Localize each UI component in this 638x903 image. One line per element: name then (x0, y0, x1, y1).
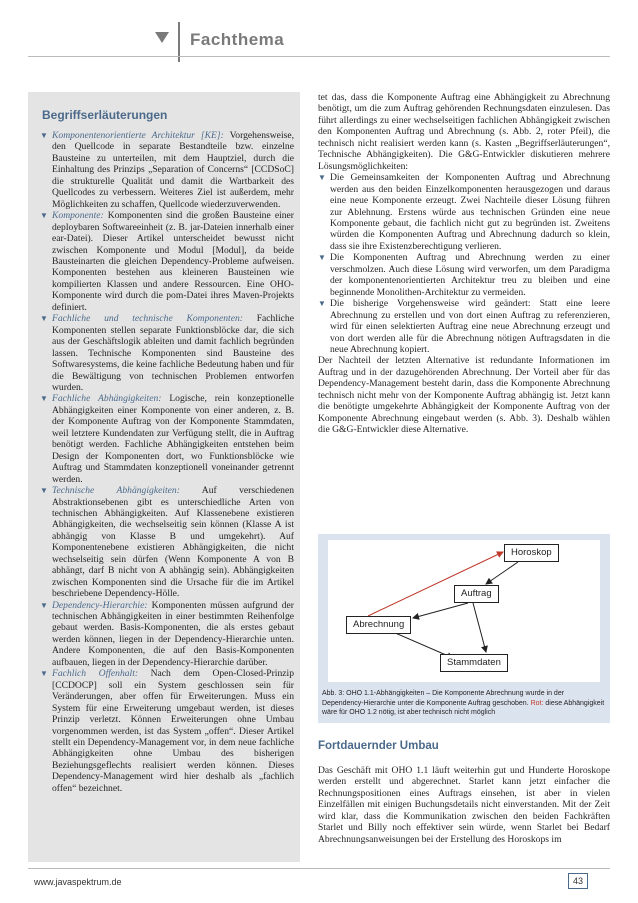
option-text: Die Gemeinsamkeiten der Komponenten Auftrag und Abrechnung werden aus den beiden Einzelkomponenten herausgezogen und daraus eine neue Komponente erzeugt. Zwei Nachteile dieser Lösung führen zur Ablehnung. Erstens würde aus technischen Gründen eine neue Komponente gebaut, die fachlich nicht gut zu begründen ist. Zweitens würden die Komponenten Auftrag und Abrechnung dadurch so klein, dass sie ihre Existenzberechtigung verlieren. (330, 172, 610, 252)
footer-url[interactable]: www.javaspektrum.de (34, 877, 122, 887)
option-text: Die bisherige Vorgehensweise wird geändert: Statt eine leere Abrechnung zu erstellen und von dort einen Auftrag zu referenzieren, wird für einen selektierten Auftrag eine neue Abrechnung erzeugt und von dort werden alle für die Abrechnung nötigen Auftragsdaten in die neue Abrechnung kopiert. (330, 298, 610, 355)
glossary-text: Vorgehensweise, den Quellcode in separate Bestandteile bzw. einzelne Bausteine zu unterteilen, mit dem Hauptziel, durch die Einhaltung des Prinzips „Separation of Concerns“ [CCDSoC] die strukturelle Qualität und damit die Wartbarkeit des Quellcodes zu verbessern. Weiteres Ziel ist außerdem, mehr Möglichkeiten zu schaffen, Quellcode wiederzuverwenden. (52, 130, 294, 210)
arrow-auftrag-abrechnung (413, 603, 468, 618)
bullet-icon: ▼ (318, 253, 326, 263)
node-auftrag: Auftrag (454, 585, 499, 603)
bullet-icon: ▼ (318, 299, 326, 309)
glossary-item (40, 600, 294, 669)
node-stammdaten: Stammdaten (440, 654, 508, 672)
option-item (318, 298, 610, 355)
glossary-title: Begriffserläuterungen (42, 108, 168, 122)
bullet-icon: ▼ (40, 600, 48, 610)
bullet-icon: ▼ (318, 173, 326, 183)
glossary-item (40, 130, 294, 210)
glossary-item (40, 668, 294, 794)
glossary-text: Komponenten müssen aufgrund der technischen Abhängigkeiten in einer bestimmten Reihenfolge gebaut werden. Basis-Komponenten, die als erstes gebaut werden können, liegen in der Dependency-Hierarchie unten. Andere Komponenten, die auf den Basis-Komponenten aufbauen, liegen in der Dependency-Hierarchie darüber. (52, 599, 294, 668)
triangle-icon (155, 32, 169, 43)
glossary-term: Fachliche und technische Komponenten: (52, 313, 243, 325)
glossary-text: Auf verschiedenen Abstraktionsebenen gibt es unterschiedliche Arten von technischen Abhängigkeiten. Auf Klassenebene existieren Abhängigkeiten, die wechselseitig sein können (Klasse A ist abhängig von Klasse B und umgekehrt). Auf Komponentenebene existieren Abhängigkeiten, die nicht wechselseitig sein dürfen (Wenn Komponente A von B abhängt, darf B nicht von A abhängig sein). Abhängigkeiten zwischen Komponenten sind die Ursache für die im Artikel beschriebene Dependency-Hölle. (52, 485, 294, 600)
main-column (318, 92, 610, 436)
caption-part: Abb. 3: OHO 1.1-Abhängigkeiten – Die Komponente Abrechnung wurde in der Dependency-Hierarchie unter die Komponente Auftrag geschoben. (322, 690, 565, 707)
page-footer (0, 868, 638, 898)
glossary-term: Technische Abhängigkeiten: (52, 485, 180, 497)
arrow-red-abrechnung-horoskop (368, 552, 503, 616)
glossary-text: Komponenten sind die großen Bausteine einer deploybaren Softwareeinheit (z. B. jar-Dateien innerhalb einer ear-Datei). Dieser Artikel unterscheidet bewusst nicht zwischen Komponente und Modul [Modul], da beide Bausteinarten die gleichen Dependency-Probleme aufweisen. Komponenten bestehen aus kleineren Bausteinen wie kompilierten Klassen und andere Ressourcen. Eine OHO-Komponente wird durch die pom-Datei ihres Maven-Projekts definiert. (52, 210, 294, 313)
section-title: Fachthema (190, 30, 285, 49)
glossary-text: Nach dem Open-Closed-Prinzip [CCDOCP] soll ein System geschlossen sein für Veränderungen, aber offen für Erweiterungen. Muss ein System für eine Erweiterung umgebaut werden, ist dieses Prinzip verletzt. Können Erweiterungen ohne Umbau vorgenommen werden, ist das System „offen“. Dieser Artikel stellt ein Dependency-Management vor, in dem neue fachliche Abhängigkeiten ohne Umbau des bisherigen Beziehungsgeflechts realisiert werden können. Dieses Dependency-Management wird hier deshalb als „fachlich offen“ bezeichnet. (52, 668, 294, 794)
page-number: 43 (568, 873, 588, 889)
glossary-item (40, 210, 294, 313)
glossary-item (40, 313, 294, 393)
dependency-figure (318, 534, 610, 686)
page-header (0, 0, 638, 58)
glossary-term: Dependency-Hierarchie: (52, 599, 148, 611)
arrow-auftrag-stammdaten (473, 603, 486, 652)
section-paragraph: Das Geschäft mit OHO 1.1 läuft weiterhin gut und Hunderte Horoskope werden erstellt und abgerechnet. Starlet kann jetzt einfacher die Rechnungspositionen eines Auftrags einsehen, ist aber in vielen Einzelfällen mit einigen Buchungsdetails nicht einverstanden. Mit der Zeit wird klar, dass die Kommunikation zwischen den beiden Fachkräften Starlet und Billy noch effektiver sein würde, wenn Starlet bei Bedarf Abrechnungsanweisungen bei der Erstellung des Horoskops im (318, 765, 610, 845)
glossary-item (40, 393, 294, 485)
glossary-list (40, 130, 294, 794)
option-item (318, 172, 610, 252)
glossary-term: Fachlich Offenhalt: (52, 668, 139, 680)
caption-part: diese Abhängigkeit wäre für OHO 1.2 nötig, ist aber technisch nicht möglich (322, 699, 605, 717)
glossary-term: Fachliche Abhängigkeiten: (52, 393, 162, 405)
figure-canvas (328, 540, 600, 682)
glossary-term: Komponentenorientierte Architektur [KE]: (52, 130, 224, 141)
glossary-text: Logische, rein konzeptionelle Abhängigkeiten einer Komponente von einer anderen, z. B. der Komponente Auftrag von der Komponente Stammdaten, weil letztere Kundendaten zur Verfügung stellt, die in Auftrag benötigt werden. Fachliche Abhängigkeiten entstehen beim Design der Komponenten dort, wo Funktionsblöcke wie Auftrag und Stammdaten konzeptionell voneinander getrennt werden. (52, 393, 294, 485)
intro-paragraph: tet das, dass die Komponente Auftrag eine Abhängigkeit zu Abrechnung benötigt, um die zum Auftrag gehörenden Rechnungsdaten einzulesen. Das führt allerdings zu einer wechselseitigen fachlichen Abhängigkeit zwischen den Komponenten Auftrag und Abrechnung (s. Abb. 2, roter Pfeil), die technisch nicht realisiert werden kann (s. Kasten „Begriffserläuterungen“, Technische Abhängigkeiten). Die G&G-Entwickler diskutieren mehrere Lösungsmöglichkeiten: (318, 92, 610, 172)
bullet-icon: ▼ (40, 131, 48, 140)
closing-paragraph: Der Nachteil der letzten Alternative ist redundante Informationen im Auftrag und in der dazugehörenden Abrechnung. Der Vorteil aber für das Dependency-Management besteht darin, dass die Komponente Abrechnung technisch nicht mehr von der Komponente Auftrag abhängig ist. Jetzt kann die benötigte umgekehrte Abhängigkeit der Komponente Auftrag von der Komponente Abrechnung eingebaut werden (s. Abb. 3). Deshalb wählen die G&G-Entwickler diese Alternative. (318, 355, 610, 436)
caption-red: Rot: (530, 699, 544, 707)
header-rule (28, 56, 610, 57)
node-horoskop: Horoskop (504, 544, 559, 562)
figure-caption (318, 686, 610, 723)
option-item (318, 252, 610, 298)
section-heading: Fortdauernder Umbau (318, 740, 439, 752)
footer-rule (28, 868, 610, 869)
bullet-icon: ▼ (40, 669, 48, 679)
arrow-horoskop-auftrag (486, 562, 518, 584)
glossary-text: Fachliche Komponenten stellen separate Funktionsblöcke dar, die sich aus der Geschäftslogik ableiten und damit fachlich begründen lassen. Technische Komponenten sind Bausteine des Softwaresystems, die keine fachliche Bedeutung haben und für die Bewältigung von technischen Problemen entworfen wurden. (52, 313, 294, 393)
bullet-icon: ▼ (40, 486, 48, 496)
bullet-icon: ▼ (40, 314, 48, 324)
glossary-item (40, 485, 294, 600)
glossary-box (28, 92, 300, 862)
bullet-icon: ▼ (40, 211, 48, 221)
node-abrechnung: Abrechnung (346, 616, 411, 634)
option-text: Die Komponenten Auftrag und Abrechnung werden zu einer verschmolzen. Auch diese Lösung wird verworfen, um dem Paradigma der komponentenorientierten Architektur treu zu bleiben und eine beginnende Monolithen-Architektur zu vermeiden. (330, 252, 610, 298)
bullet-icon: ▼ (40, 394, 48, 404)
glossary-term: Komponente: (52, 210, 104, 222)
